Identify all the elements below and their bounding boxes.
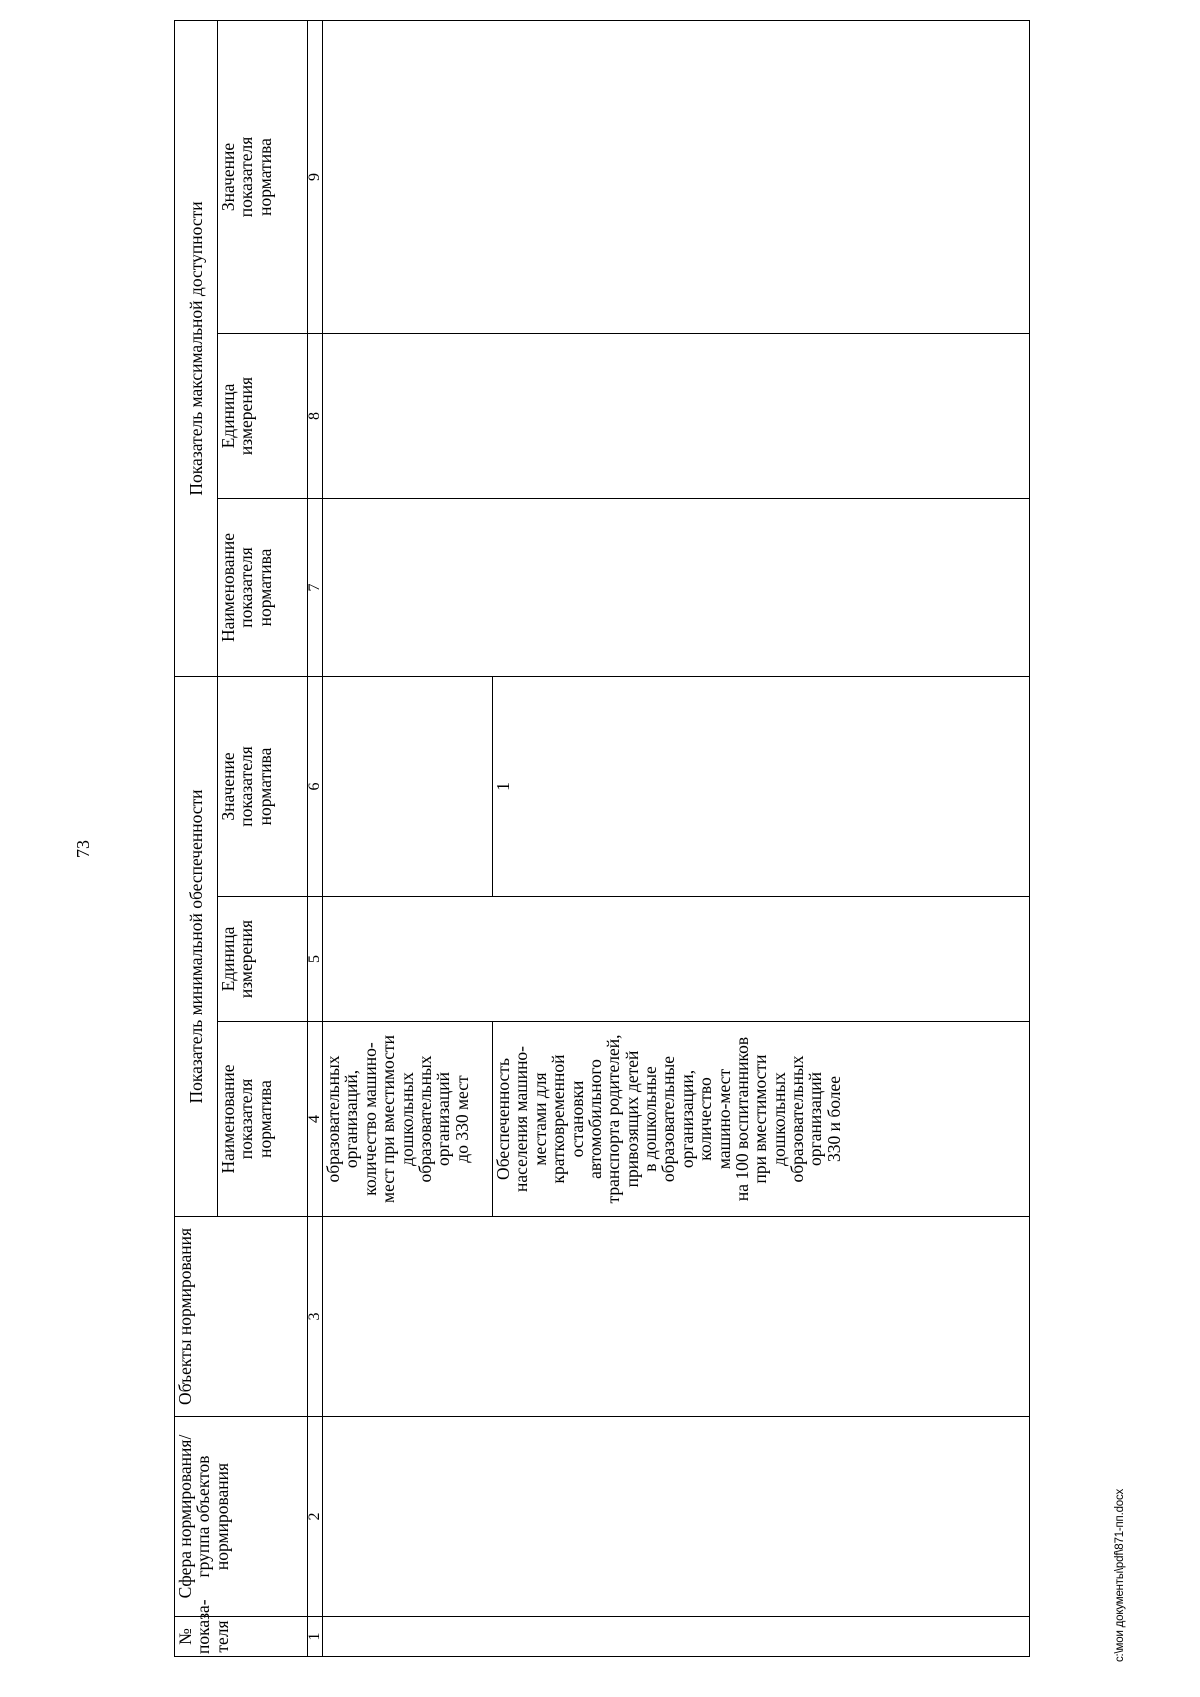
cell-objects: [323, 1217, 1030, 1417]
cell-max-unit: [323, 333, 1030, 498]
column-number-row: [308, 20, 323, 1656]
column-number: 2: [308, 1417, 323, 1617]
cell-max-name: [323, 498, 1030, 676]
cell-sphere: [323, 1417, 1030, 1617]
cell-min-name: Обеспеченность населения машино- местами для кратковременной остановки автомобильного транспорта родителей, привозящих детей в дошкольные образовательные организации, количество машино-мест на 100 воспитанников при вместимости дошкольных образовательных организаций 330 и более: [493, 1022, 1030, 1217]
standards-table: [174, 20, 1030, 1657]
column-number: 5: [308, 897, 323, 1022]
header-max-name: Наименование показателя норматива: [218, 498, 308, 676]
table-row: [323, 20, 493, 1656]
header-max-value: Значение показателя норматива: [218, 20, 308, 333]
header-min-unit: Единица измерения: [218, 897, 308, 1022]
cell-max-value: [323, 20, 1030, 333]
column-number: 6: [308, 676, 323, 896]
header-max-unit: Единица измерения: [218, 333, 308, 498]
cell-min-name: образовательных организаций, количество машино- мест при вместимости дошкольных образовательных организаций до 330 мест: [323, 1022, 493, 1217]
cell-indicator-number: [323, 1617, 1030, 1657]
file-path-footer: c:\мои документы\pdf\871-пп.docx: [1114, 1488, 1126, 1662]
header-sphere: Сфера нормирования/ группа объектов нормирования: [175, 1417, 308, 1617]
column-number: 9: [308, 20, 323, 333]
column-number: 1: [308, 1617, 323, 1657]
header-min-name: Наименование показателя норматива: [218, 1022, 308, 1217]
column-number: 4: [308, 1022, 323, 1217]
page-number: 73: [73, 840, 93, 858]
header-row-1: [175, 20, 218, 1656]
column-number: 8: [308, 333, 323, 498]
header-objects: Объекты нормирования: [175, 1217, 308, 1417]
column-number: 3: [308, 1217, 323, 1417]
header-min-value: Значение показателя норматива: [218, 676, 308, 896]
cell-min-unit: [323, 897, 1030, 1022]
header-min-provision: Показатель минимальной обеспеченности: [175, 676, 218, 1216]
cell-min-value: 1: [493, 676, 1030, 896]
header-max-accessibility: Показатель максимальной доступности: [175, 20, 218, 676]
header-indicator-number: № показа- теля: [175, 1617, 308, 1657]
cell-min-value: [323, 676, 493, 896]
column-number: 7: [308, 498, 323, 676]
